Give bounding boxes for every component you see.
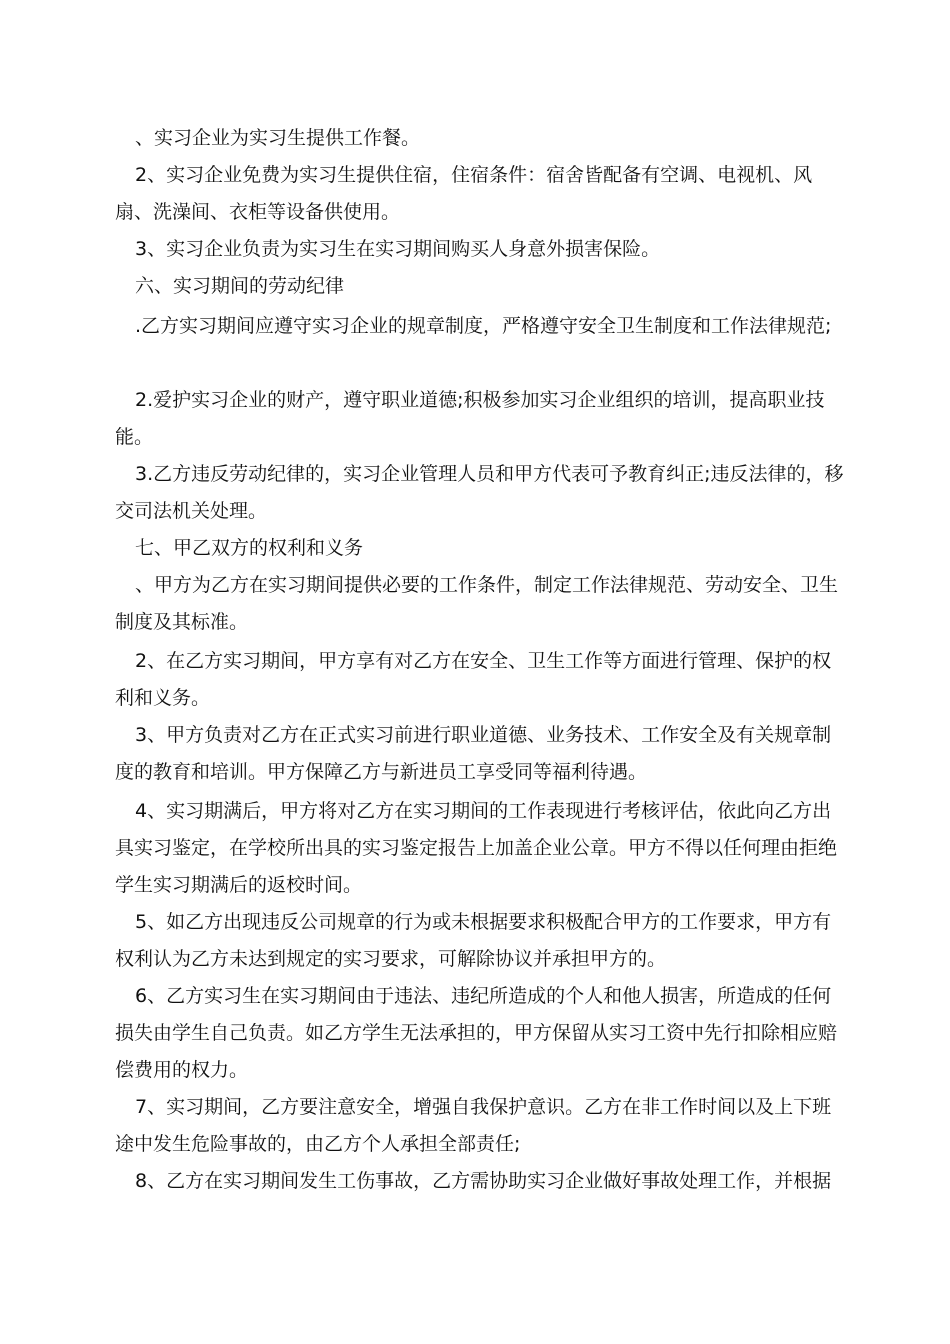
section-heading-labor-discipline: 六、实习期间的劳动纪律 xyxy=(135,275,345,297)
paragraph-discipline-2: 2.爱护实习企业的财产，遵守职业道德;积极参加实习企业组织的培训，提高职业技能。 xyxy=(115,389,825,448)
paragraph-discipline-3: 3.乙方违反劳动纪律的，实习企业管理人员和甲方代表可予教育纠正;违反法律的，移交司法机关处理。 xyxy=(115,463,844,522)
paragraph-rights-4: 4、实习期满后，甲方将对乙方在实习期间的工作表现进行考核评估，依此向乙方出具实习鉴定，在学校所出具的实习鉴定报告上加盖企业公章。甲方不得以任何理由拒绝学生实习期满后的返校时间。 xyxy=(115,800,838,896)
paragraph-rights-3: 3、甲方负责对乙方在正式实习前进行职业道德、业务技术、工作安全及有关规章制度的教育和培训。甲方保障乙方与新进员工享受同等福利待遇。 xyxy=(115,724,832,783)
paragraph-rights-6: 6、乙方实习生在实习期间由于违法、违纪所造成的个人和他人损害，所造成的任何损失由学生自己负责。如乙方学生无法承担的，甲方保留从实习工资中先行扣除相应赔偿费用的权力。 xyxy=(115,985,838,1081)
paragraph-rights-8: 8、乙方在实习期间发生工伤事故，乙方需协助实习企业做好事故处理工作，并根据 xyxy=(135,1170,832,1192)
paragraph-rights-2: 2、在乙方实习期间，甲方享有对乙方在安全、卫生工作等方面进行管理、保护的权利和义务。 xyxy=(115,650,832,709)
paragraph-discipline-1: .乙方实习期间应遵守实习企业的规章制度，严格遵守安全卫生制度和工作法律规范; xyxy=(135,315,832,337)
section-heading-rights-obligations: 七、甲乙双方的权利和义务 xyxy=(135,537,364,559)
paragraph-meals: 、实习企业为实习生提供工作餐。 xyxy=(135,127,421,149)
paragraph-rights-1: 、甲方为乙方在实习期间提供必要的工作条件，制定工作法律规范、劳动安全、卫生制度及其标准。 xyxy=(115,574,839,633)
paragraph-insurance: 3、实习企业负责为实习生在实习期间购买人身意外损害保险。 xyxy=(135,238,661,260)
paragraph-rights-5: 5、如乙方出现违反公司规章的行为或未根据要求积极配合甲方的工作要求，甲方有权利认为乙方未达到规定的实习要求，可解除协议并承担甲方的。 xyxy=(115,911,832,970)
paragraph-accommodation: 2、实习企业免费为实习生提供住宿，住宿条件：宿舍皆配备有空调、电视机、风扇、洗澡间、衣柜等设备供使用。 xyxy=(115,164,813,223)
paragraph-rights-7: 7、实习期间，乙方要注意安全，增强自我保护意识。乙方在非工作时间以及上下班途中发生危险事故的，由乙方个人承担全部责任; xyxy=(115,1096,832,1155)
